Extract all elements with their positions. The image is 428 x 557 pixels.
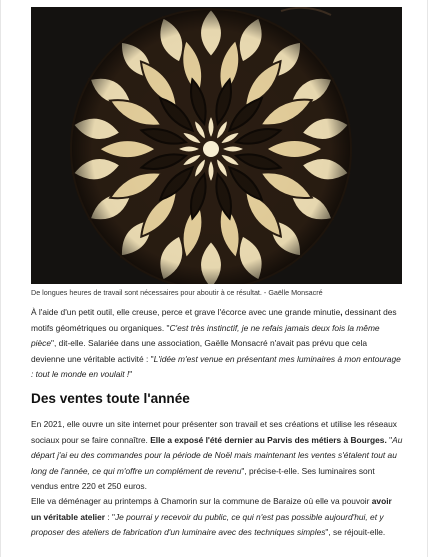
quote-run: Je pourrai y recevoir du public, ce qui n'est pas possible aujourd'hui, et y proposer des ateliers de fabrication d'un luminaire avec des techniques simples [31,511,384,537]
text-run: ", précise-t-elle. Ses luminaires sont vendus entre 220 et 250 euros. [31,465,375,491]
text-run: ", se réjouit-elle. [325,527,386,537]
text-run: Elle va déménager au printemps à Chamorin sur la commune de Baraize où elle va pouvoir [31,496,372,506]
text-run: : " [105,511,115,522]
bold-run: Elle a exposé l'été dernier au Parvis des métiers à Bourges. [150,434,387,445]
text-run: " [386,434,393,445]
section-heading: Des ventes toute l'année [31,391,190,406]
paragraph-intro [31,305,403,383]
text-run: À l'aide d'un petit outil, elle creuse, perce et grave l'écorce avec une grande minutie [31,307,341,317]
text-run: dessinant des motifs géométriques ou organiques. " [31,307,397,333]
quote-run: C'est très instinctif, je ne refais jamais deux fois la même pièce [31,322,380,348]
lamp-photo [31,7,402,284]
quote-run: L'idée m'est venue en présentant mes luminaires à mon entourage : tout le monde en voulait ! [31,353,401,379]
text-run: " [129,369,133,379]
text-run: ", dit-elle. Salariée dans une association, Gaëlle Monsacré n'avait pas prévu que cela devienne une véritable activité : " [31,338,368,364]
paragraph-workshop [31,494,403,541]
photo-caption: De longues heures de travail sont nécessaires pour aboutir à ce résultat. - Gaëlle Monsacré [31,288,323,297]
text-run: En 2021, elle ouvre un site internet pour présenter son travail et ses créations et utilise les réseaux sociaux pour se faire connaître. [31,419,397,445]
paragraph-sales [31,417,403,495]
bold-run: avoir un véritable atelier [31,496,392,522]
lamp-icon [31,7,402,284]
quote-run: Au départ j'ai eu des commandes pour la période de Noël mais maintenant les ventes s'étalent tout au long de l'année, ce qui m'offre un complément de revenu [31,434,403,476]
bold-run: , [340,307,343,317]
